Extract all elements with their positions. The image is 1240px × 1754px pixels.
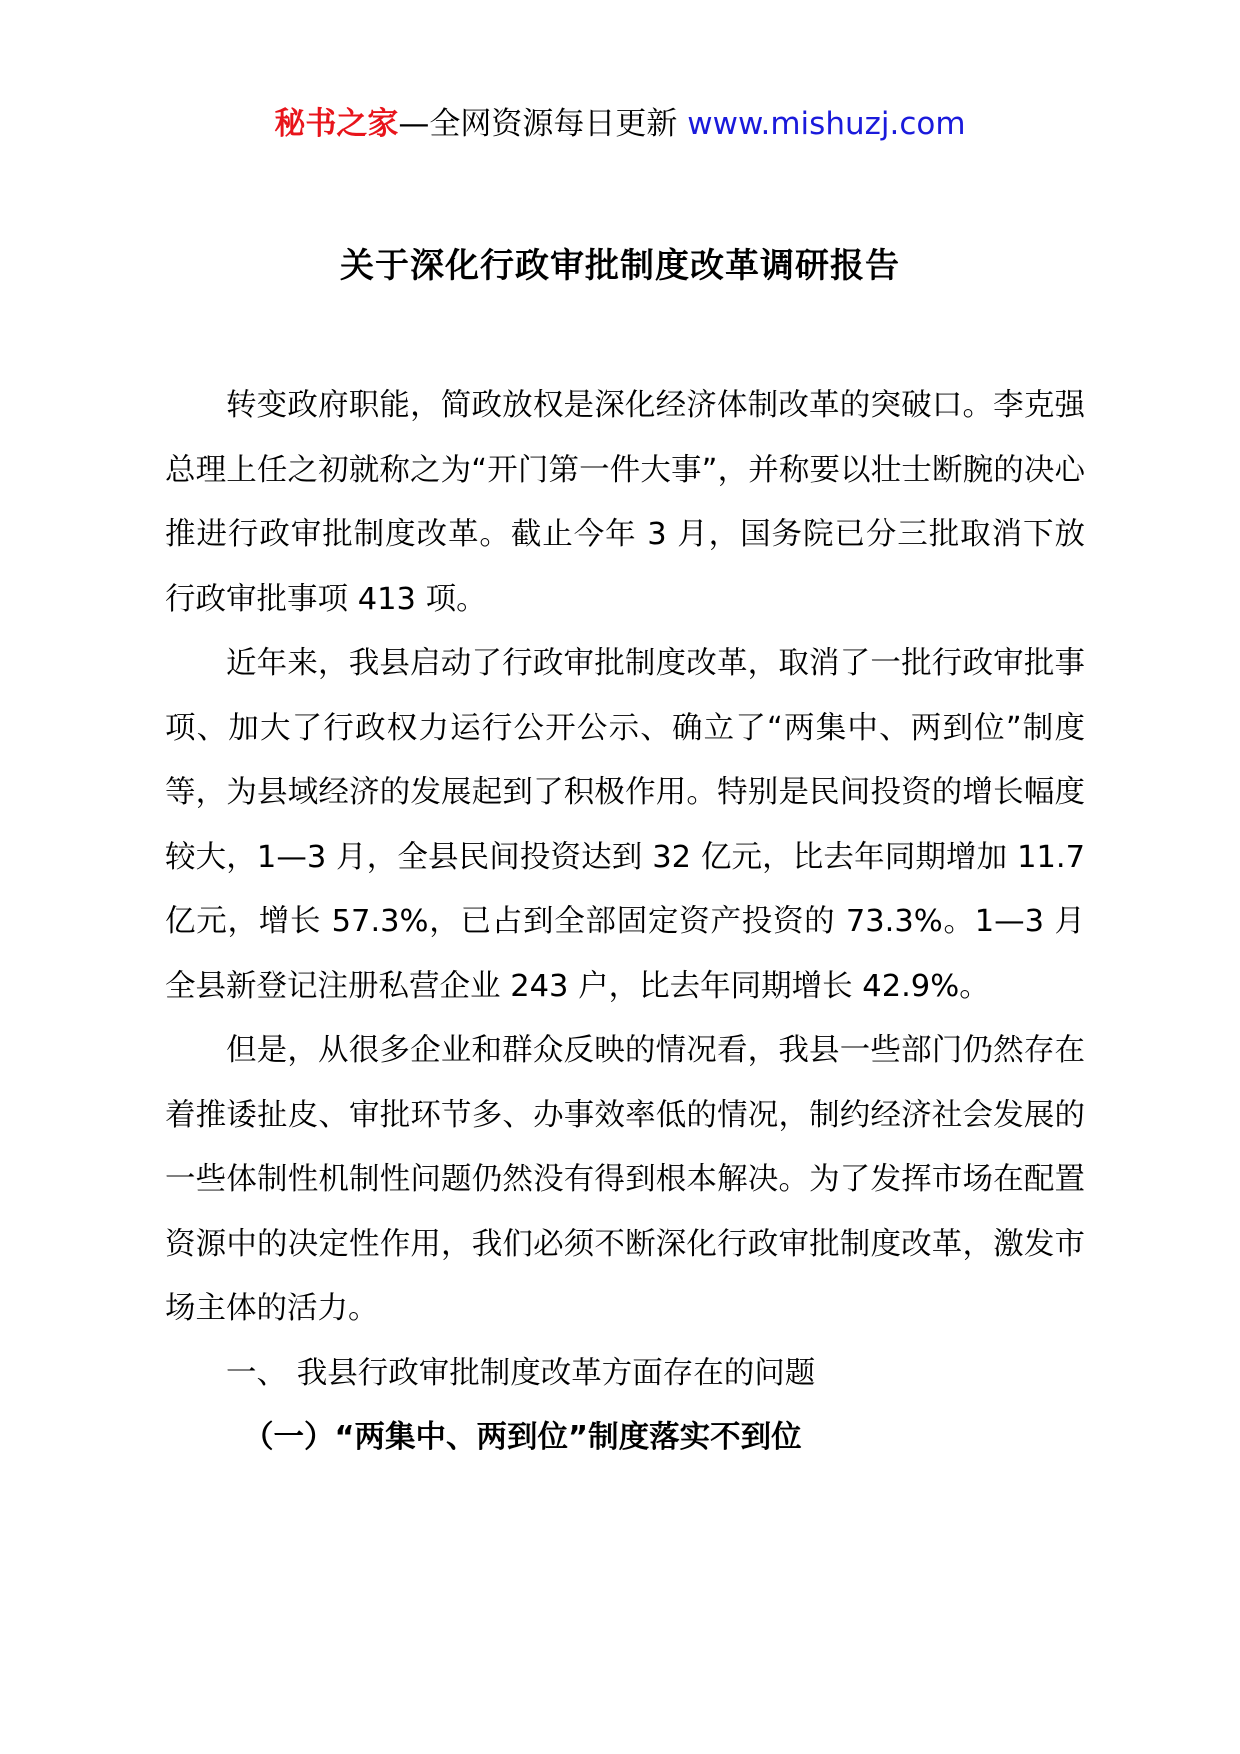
document-body bbox=[165, 374, 1085, 1471]
paragraph-intro: 转变政府职能，简政放权是深化经济体制改革的突破口。李克强总理上任之初就称之为“开门第一件大事”，并称要以壮士断腕的决心推进行政审批制度改革。截止今年 3 月，国务院已分三批取消下放行政审批事项 413 项。 bbox=[165, 388, 1085, 617]
site-header bbox=[0, 104, 1240, 144]
site-slogan: —全网资源每日更新 bbox=[398, 106, 678, 142]
paragraph-progress: 近年来，我县启动了行政审批制度改革，取消了一批行政审批事项、加大了行政权力运行公开公示、确立了“两集中、两到位”制度等，为县域经济的发展起到了积极作用。特别是民间投资的增长幅度较大，1—3 月，全县民间投资达到 32 亿元，比去年同期增加 11.7 亿元，增长 57.3%，已占到全部固定资产投资的 73.3%。1—3 月全县新登记注册私营企业 243 户，比去年同期增长 42.9%。 bbox=[165, 646, 1085, 1004]
section-heading: 一、 我县行政审批制度改革方面存在的问题 bbox=[226, 1355, 816, 1391]
site-brand: 秘书之家 bbox=[274, 106, 399, 142]
document-title: 关于深化行政审批制度改革调研报告 bbox=[340, 246, 900, 286]
paragraph-problems: 但是，从很多企业和群众反映的情况看，我县一些部门仍然存在着推诿扯皮、审批环节多、办事效率低的情况，制约经济社会发展的一些体制性机制性问题仍然没有得到根本解决。为了发挥市场在配置资源中的决定性作用，我们必须不断深化行政审批制度改革，激发市场主体的活力。 bbox=[165, 1033, 1085, 1326]
subsection-heading: （一）“两集中、两到位”制度落实不到位 bbox=[243, 1420, 802, 1455]
site-url-link[interactable]: www.mishuzj.com bbox=[687, 106, 966, 142]
